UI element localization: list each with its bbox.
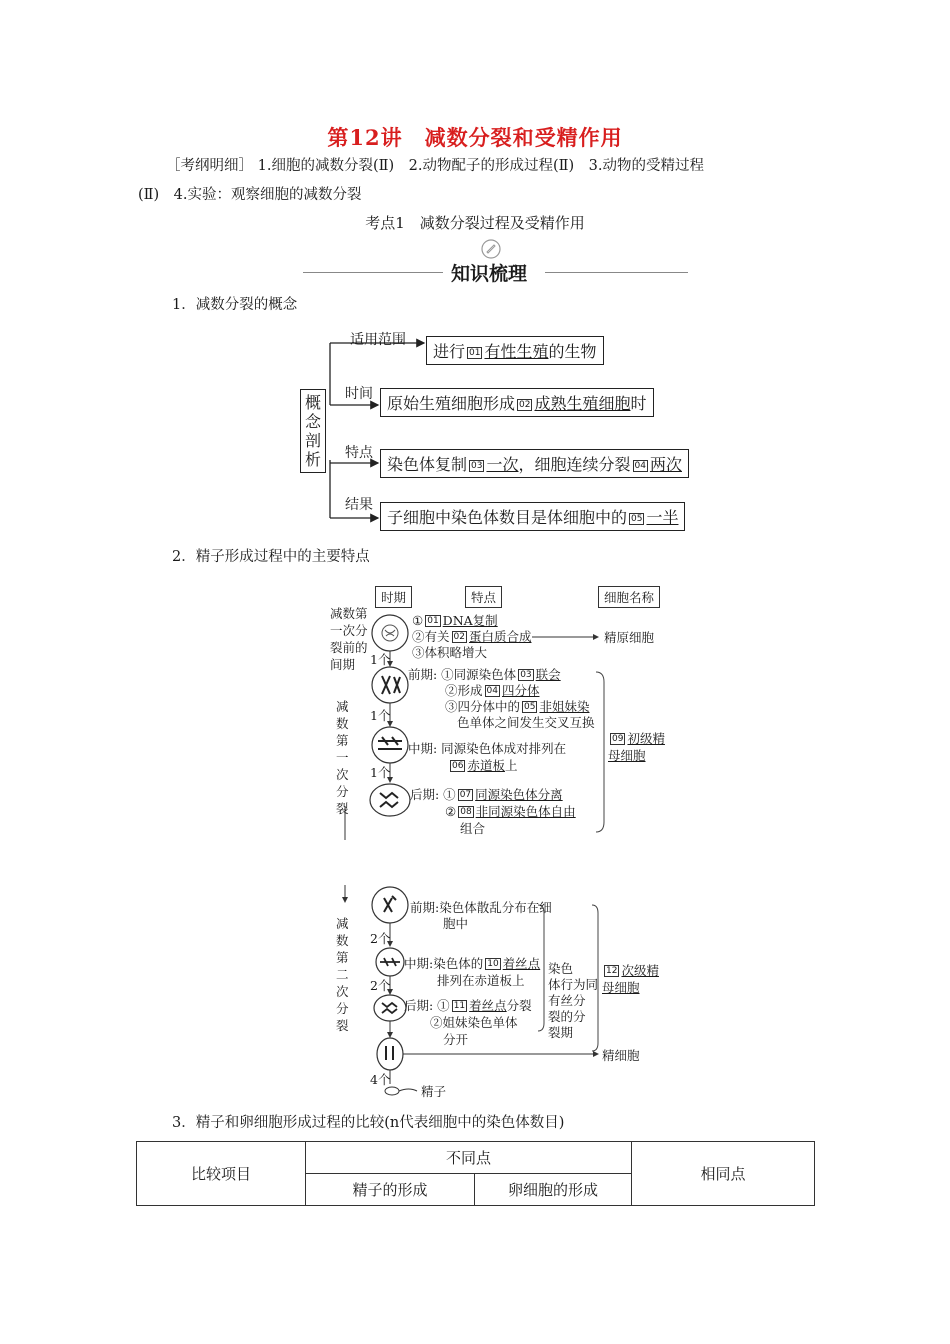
secondary-spermatocyte-1: 12 次级精 [606, 963, 659, 978]
box-time: 原始生殖细胞形成 02 成熟生殖细胞时 [380, 388, 654, 417]
ana1-line-3: 组合 [460, 821, 486, 836]
meiosis-1-label: 减数第一次分裂 [336, 699, 349, 816]
label-result: 结果 [345, 497, 373, 513]
label-time: 时间 [345, 386, 373, 402]
mitosis-note-5: 裂期 [548, 1025, 574, 1040]
pro2-line-2: 胞中 [443, 916, 469, 931]
concept-center-label: 概念剖析 [304, 393, 321, 469]
count-1a: 1个 [370, 652, 391, 667]
comparison-table [136, 1141, 815, 1206]
mitosis-note-2: 体行为同 [548, 977, 599, 992]
secondary-spermatocyte-2: 母细胞 [602, 980, 640, 995]
divider-left [303, 272, 443, 273]
ana2-line-2: ②姐妹染色单体 [430, 1015, 518, 1030]
primary-spermatocyte-1: 09 初级精 [612, 731, 665, 746]
spermatogonium-label: 精原细胞 [604, 630, 655, 645]
count-1c: 1个 [370, 765, 391, 780]
knowledge-banner: 知识梳理 [451, 263, 528, 285]
pro1-line-1: 前期: ①同源染色体 03 联会 [408, 667, 561, 682]
label-feature: 特点 [345, 445, 373, 461]
interphase-point-3: ③体积略增大 [412, 645, 488, 660]
col-egg-formation: 卵细胞的形成 [475, 1174, 632, 1206]
mitosis-note-3: 有丝分 [548, 993, 586, 1008]
col-differences: 不同点 [306, 1142, 632, 1174]
divider-right [545, 272, 688, 273]
primary-spermatocyte-2: 母细胞 [608, 748, 646, 763]
header-period: 时期 [375, 586, 412, 608]
count-4: 4个 [370, 1072, 391, 1087]
count-2b: 2个 [370, 978, 391, 993]
box-result: 子细胞中染色体数目是体细胞中的 05 一半 [380, 502, 685, 531]
mitosis-note-4: 裂的分 [548, 1009, 586, 1024]
pro1-line-4: 色单体之间发生交叉互换 [457, 715, 595, 730]
pro2-line-1: 前期:染色体散乱分布在细 [410, 900, 552, 915]
meta2-line-1: 中期:染色体的 10 着丝点 [404, 956, 541, 971]
header-cell-name: 细胞名称 [598, 586, 660, 608]
ana1-line-2: ② 08 非同源染色体自由 [445, 804, 576, 819]
concept-center-box [300, 389, 326, 473]
ana1-line-1: 后期: ① 07 同源染色体分离 [410, 787, 563, 802]
pro1-line-3: ③四分体中的 05 非姐妹染 [445, 699, 590, 714]
interphase-point-1: ① 01 DNA复制 [412, 613, 498, 628]
section-2-heading: 2．精子形成过程中的主要特点 [172, 549, 370, 565]
concept-bracket-lines [320, 330, 430, 530]
count-2a: 2个 [370, 931, 391, 946]
section-1-heading: 1．减数分裂的概念 [172, 297, 298, 313]
count-1b: 1个 [370, 708, 391, 723]
page-title: 第12讲 减数分裂和受精作用 [327, 125, 623, 150]
kaodian-heading: 考点1 减数分裂过程及受精作用 [365, 214, 585, 232]
meta1-line-2: 06 赤道板上 [452, 758, 518, 773]
col-similarities: 相同点 [632, 1142, 815, 1206]
spermatid-label: 精细胞 [602, 1048, 640, 1063]
meta1-line-1: 中期: 同源染色体成对排列在 [408, 741, 567, 756]
pro1-line-2: ②形成 04 四分体 [445, 683, 540, 698]
kaogang-line-2: (Ⅱ) 4.实验：观察细胞的减数分裂 [138, 187, 362, 203]
col-compare-item: 比较项目 [137, 1142, 306, 1206]
mitosis-note-1: 染色 [548, 961, 574, 976]
ana2-line-3: 分开 [443, 1032, 469, 1047]
ana2-line-1: 后期: ① 11 着丝点分裂 [404, 998, 532, 1013]
sperm-label: 精子 [421, 1084, 447, 1099]
pen-icon [479, 238, 505, 260]
kaogang-line-1: ［考纲明细］ 1.细胞的减数分裂(Ⅱ) 2.动物配子的形成过程(Ⅱ) 3.动物的受精过程 [166, 158, 704, 174]
interphase-label: 减数第一次分裂前的间期 [330, 606, 368, 672]
box-feature: 染色体复制 03 一次，细胞连续分裂 04 两次 [380, 449, 689, 478]
box-scope: 进行 01 有性生殖的生物 [426, 336, 604, 365]
meiosis-2-label: 减数第二次分裂 [336, 916, 349, 1033]
header-feature: 特点 [465, 586, 502, 608]
col-sperm-formation: 精子的形成 [306, 1174, 475, 1206]
section-3-heading: 3．精子和卵细胞形成过程的比较(n代表细胞中的染色体数目) [172, 1115, 565, 1131]
label-scope: 适用范围 [350, 332, 406, 348]
meta2-line-2: 排列在赤道板上 [437, 973, 525, 988]
interphase-point-2: ②有关 02 蛋白质合成 [412, 629, 532, 644]
